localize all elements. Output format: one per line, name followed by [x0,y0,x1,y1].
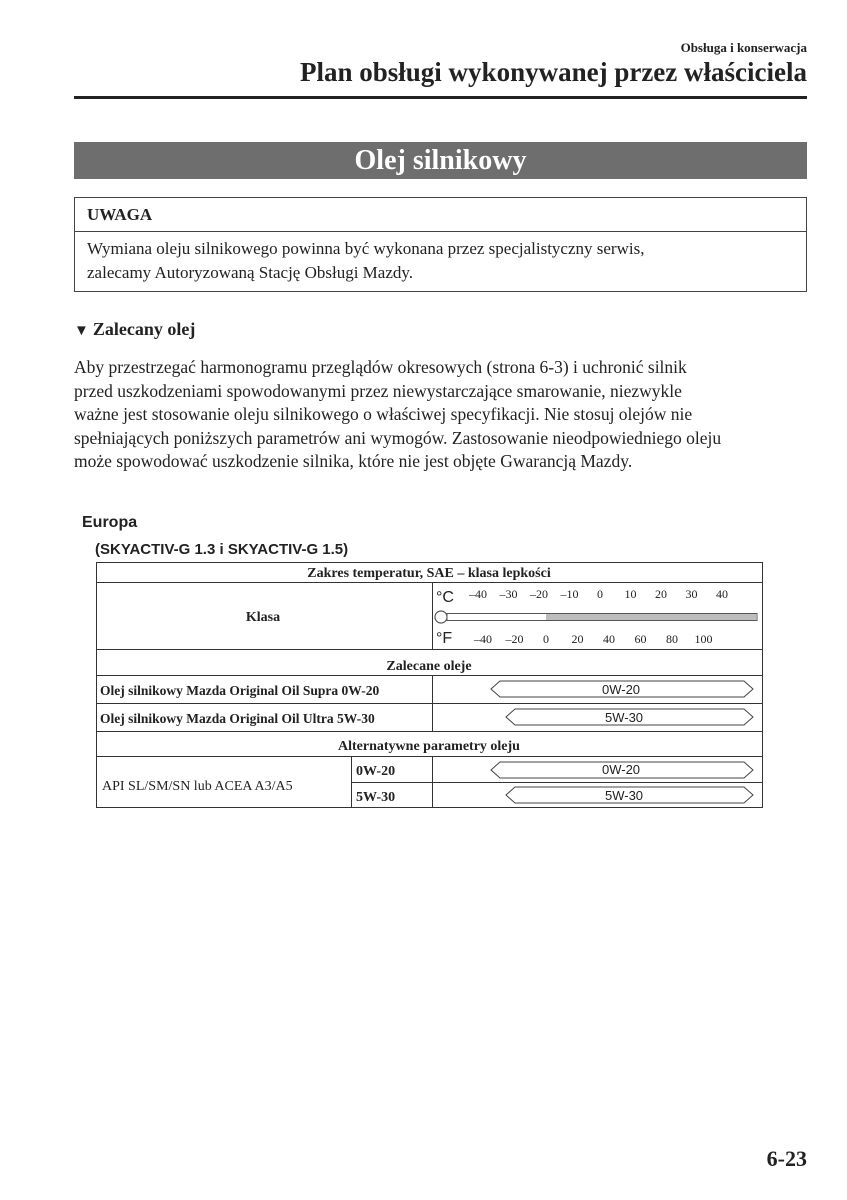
celsius-tick: 40 [716,587,728,601]
paragraph-line: ważne jest stosowanie oleju silnikowego o właściwej specyfikacji. Nie stosuj olejów nie [74,404,693,424]
alternative-label: 0W-20 [356,764,396,779]
fahrenheit-tick: –40 [474,632,492,646]
section-banner: Olej silnikowy [74,142,807,179]
model-label: (SKYACTIV-G 1.3 i SKYACTIV-G 1.5) [95,541,349,558]
notice-line: Wymiana oleju silnikowego powinna być wykonana przez specjalistyczny serwis, [87,239,645,258]
paragraph-line: spełniających poniższych parametrów ani wymogów. Zastosowanie nieodpowiedniego oleju [74,427,722,448]
notice-line: zalecamy Autoryzowaną Stację Obsługi Mazdy. [87,263,414,282]
celsius-tick: –30 [499,587,518,601]
notice-heading: UWAGA [75,198,806,232]
celsius-tick: 10 [624,587,637,601]
notice-box [74,197,807,292]
celsius-unit: °C [436,589,454,606]
celsius-tick: 30 [685,587,698,601]
celsius-tick: –10 [560,587,579,601]
grade-bar [506,787,753,803]
alternative-header: Alternatywne parametry oleju [338,739,520,754]
fahrenheit-tick: 0 [543,632,549,646]
celsius-tick: 20 [655,587,667,601]
title-rule [74,96,807,99]
celsius-tick: –40 [469,587,487,601]
thermometer-icon [435,611,757,623]
recommended-oil-label: Olej silnikowy Mazda Original Oil Ultra 5W-30 [100,711,375,726]
fahrenheit-tick: 100 [694,632,713,646]
klasa-label: Klasa [245,610,281,625]
fahrenheit-tick: 20 [571,632,584,646]
recommended-oil-label: Olej silnikowy Mazda Original Oil Supra 0W-20 [100,683,380,698]
oil-viscosity-table [96,562,763,808]
fahrenheit-unit: °F [436,630,453,647]
grade-label: 5W-30 [604,710,644,725]
paragraph-line: może spowodować uszkodzenie silnika, które nie jest objęte Gwarancją Mazdy. [74,451,633,471]
paragraph-line: Aby przestrzegać harmonogramu przeglądów okresowych (strona 6-3) i uchronić silnik [74,357,687,377]
grade-label: 0W-20 [601,762,641,777]
notice-body [75,232,806,290]
paragraph-line: przed uszkodzeniami spowodowanymi przez niewystarczające smarowanie, niezwykle [74,380,682,401]
subheading [74,319,195,340]
subheading-text: Zalecany olej [92,319,196,339]
alternative-label: 5W-30 [356,790,396,805]
range-header: Zakres temperatur, SAE – klasa lepkości [307,566,551,581]
triangle-down-icon: ▼ [74,323,89,339]
grade-label: 0W-20 [601,682,641,697]
grade-bar [491,681,753,697]
fahrenheit-tick: 40 [603,632,615,646]
recommended-header: Zalecane oleje [386,659,472,674]
grade-bar [491,762,753,778]
fahrenheit-tick: 60 [634,632,647,646]
body-paragraph [74,356,809,474]
grade-bar [506,709,753,725]
page-title: Plan obsługi wykonywanej przez właściciela [300,57,807,87]
section-label: Obsługa i konserwacja [680,40,807,55]
fahrenheit-tick: 80 [666,632,678,646]
celsius-tick: –20 [530,587,548,601]
page-number: 6-23 [766,1146,807,1171]
grade-label: 5W-30 [604,788,644,803]
celsius-tick: 0 [597,587,603,601]
fahrenheit-tick: –20 [505,632,524,646]
alternative-spec: API SL/SM/SN lub ACEA A3/A5 [102,779,293,794]
region-label: Europa [82,514,138,531]
